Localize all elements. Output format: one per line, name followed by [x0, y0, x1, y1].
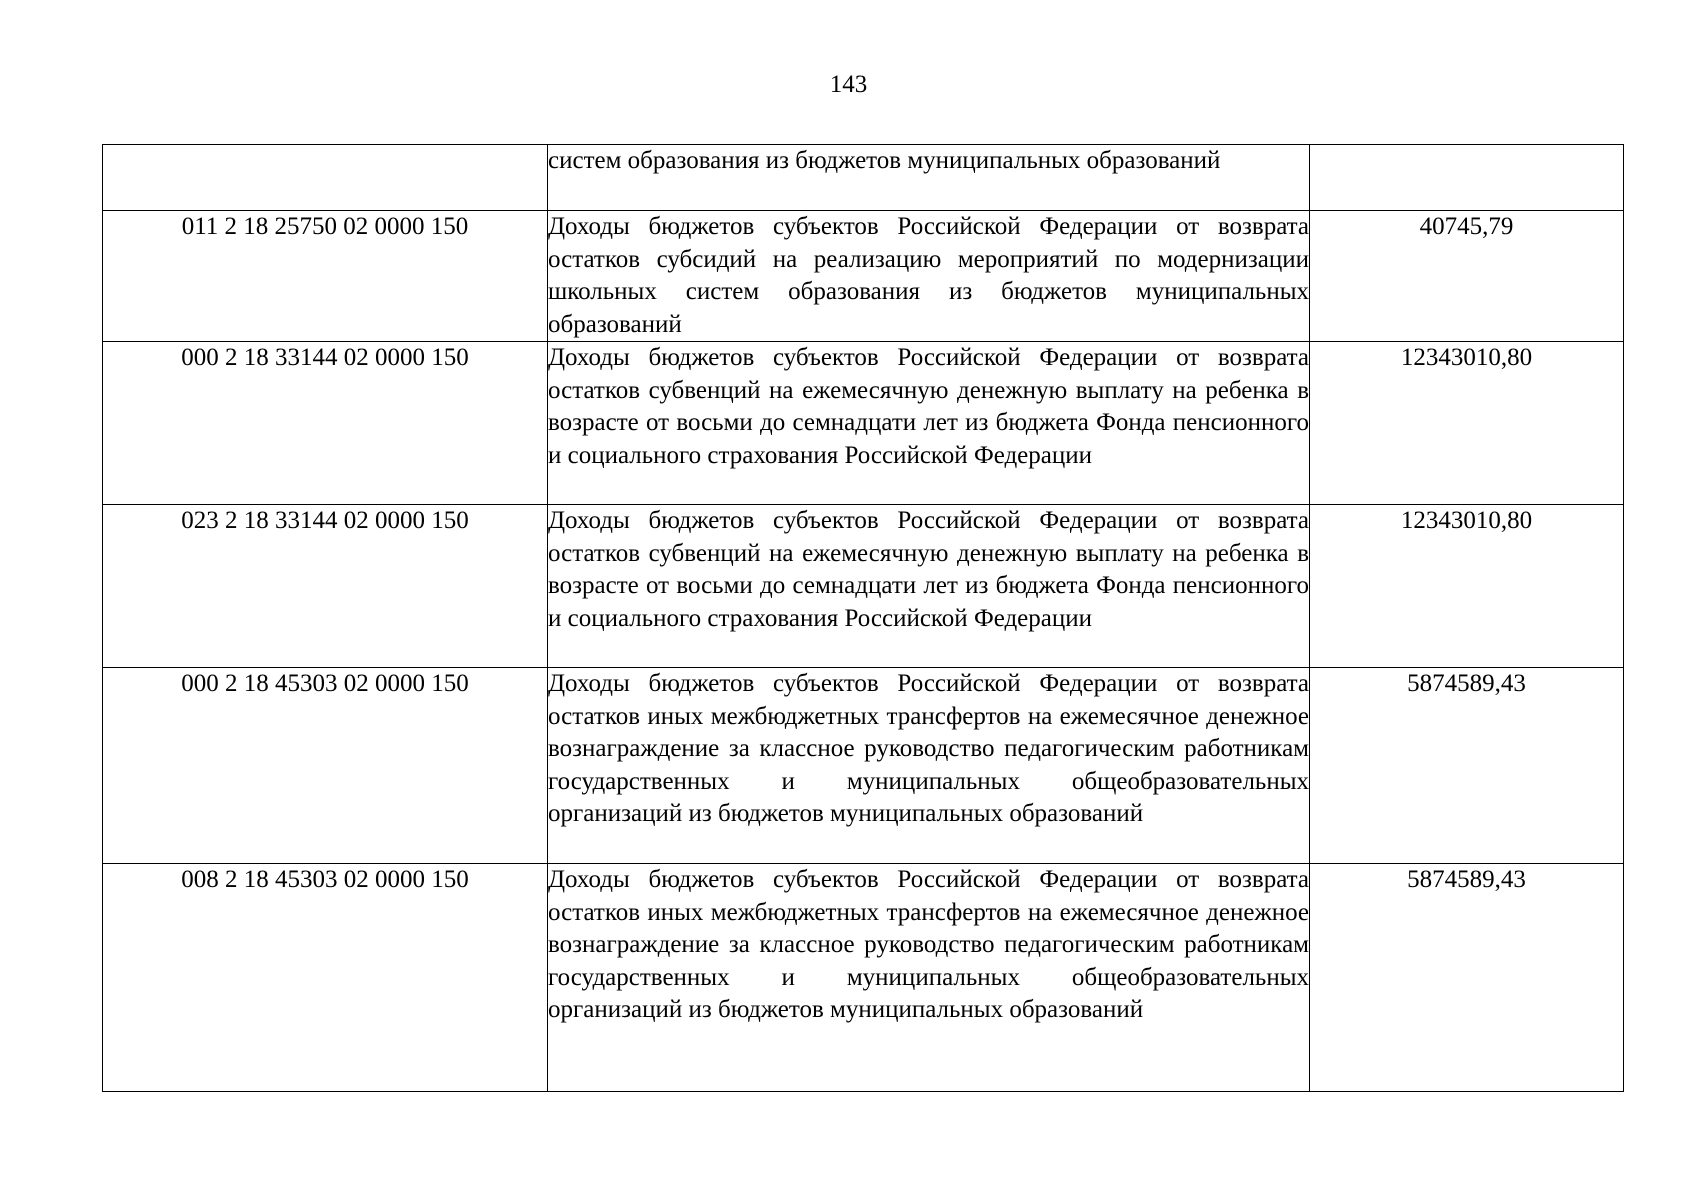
table-row: [103, 145, 1624, 211]
amount-cell: [1310, 145, 1624, 211]
page-number: 143: [829, 71, 868, 98]
amount-cell: 12343010,80: [1310, 342, 1624, 505]
budget-revenue-table: [102, 144, 1624, 1092]
table-row: [103, 864, 1624, 1092]
amount-cell: 40745,79: [1310, 211, 1624, 342]
revenue-name-cell: Доходы бюджетов субъектов Российской Федерации от возврата остатков иных межбюджетных трансфертов на ежемесячное денежное вознаграждение за классное руководство педагогическим работникам государственных и муниципальных общеобразовательных организаций из бюджетов муниципальных образований: [548, 864, 1310, 1092]
budget-code-cell: 008 2 18 45303 02 0000 150: [103, 864, 548, 1092]
amount-cell: 5874589,43: [1310, 864, 1624, 1092]
revenue-name-cell: Доходы бюджетов субъектов Российской Федерации от возврата остатков иных межбюджетных трансфертов на ежемесячное денежное вознаграждение за классное руководство педагогическим работникам государственных и муниципальных общеобразовательных организаций из бюджетов муниципальных образований: [548, 668, 1310, 864]
budget-code-cell: 000 2 18 45303 02 0000 150: [103, 668, 548, 864]
table-row: [103, 342, 1624, 505]
revenue-name-cell: Доходы бюджетов субъектов Российской Федерации от возврата остатков субсидий на реализацию мероприятий по модернизации школьных систем образования из бюджетов муниципальных образований: [548, 211, 1310, 342]
revenue-name-cell: Доходы бюджетов субъектов Российской Федерации от возврата остатков субвенций на ежемесячную денежную выплату на ребенка в возрасте от восьми до семнадцати лет из бюджета Фонда пенсионного и социального страхования Российской Федерации: [548, 342, 1310, 505]
table-row: [103, 668, 1624, 864]
budget-code-cell: 011 2 18 25750 02 0000 150: [103, 211, 548, 342]
budget-code-cell: 000 2 18 33144 02 0000 150: [103, 342, 548, 505]
revenue-name-cell: систем образования из бюджетов муниципальных образований: [548, 145, 1310, 211]
revenue-name-cell: Доходы бюджетов субъектов Российской Федерации от возврата остатков субвенций на ежемесячную денежную выплату на ребенка в возрасте от восьми до семнадцати лет из бюджета Фонда пенсионного и социального страхования Российской Федерации: [548, 505, 1310, 668]
budget-code-cell: [103, 145, 548, 211]
table-row: [103, 211, 1624, 342]
table-row: [103, 505, 1624, 668]
amount-cell: 5874589,43: [1310, 668, 1624, 864]
amount-cell: 12343010,80: [1310, 505, 1624, 668]
budget-code-cell: 023 2 18 33144 02 0000 150: [103, 505, 548, 668]
